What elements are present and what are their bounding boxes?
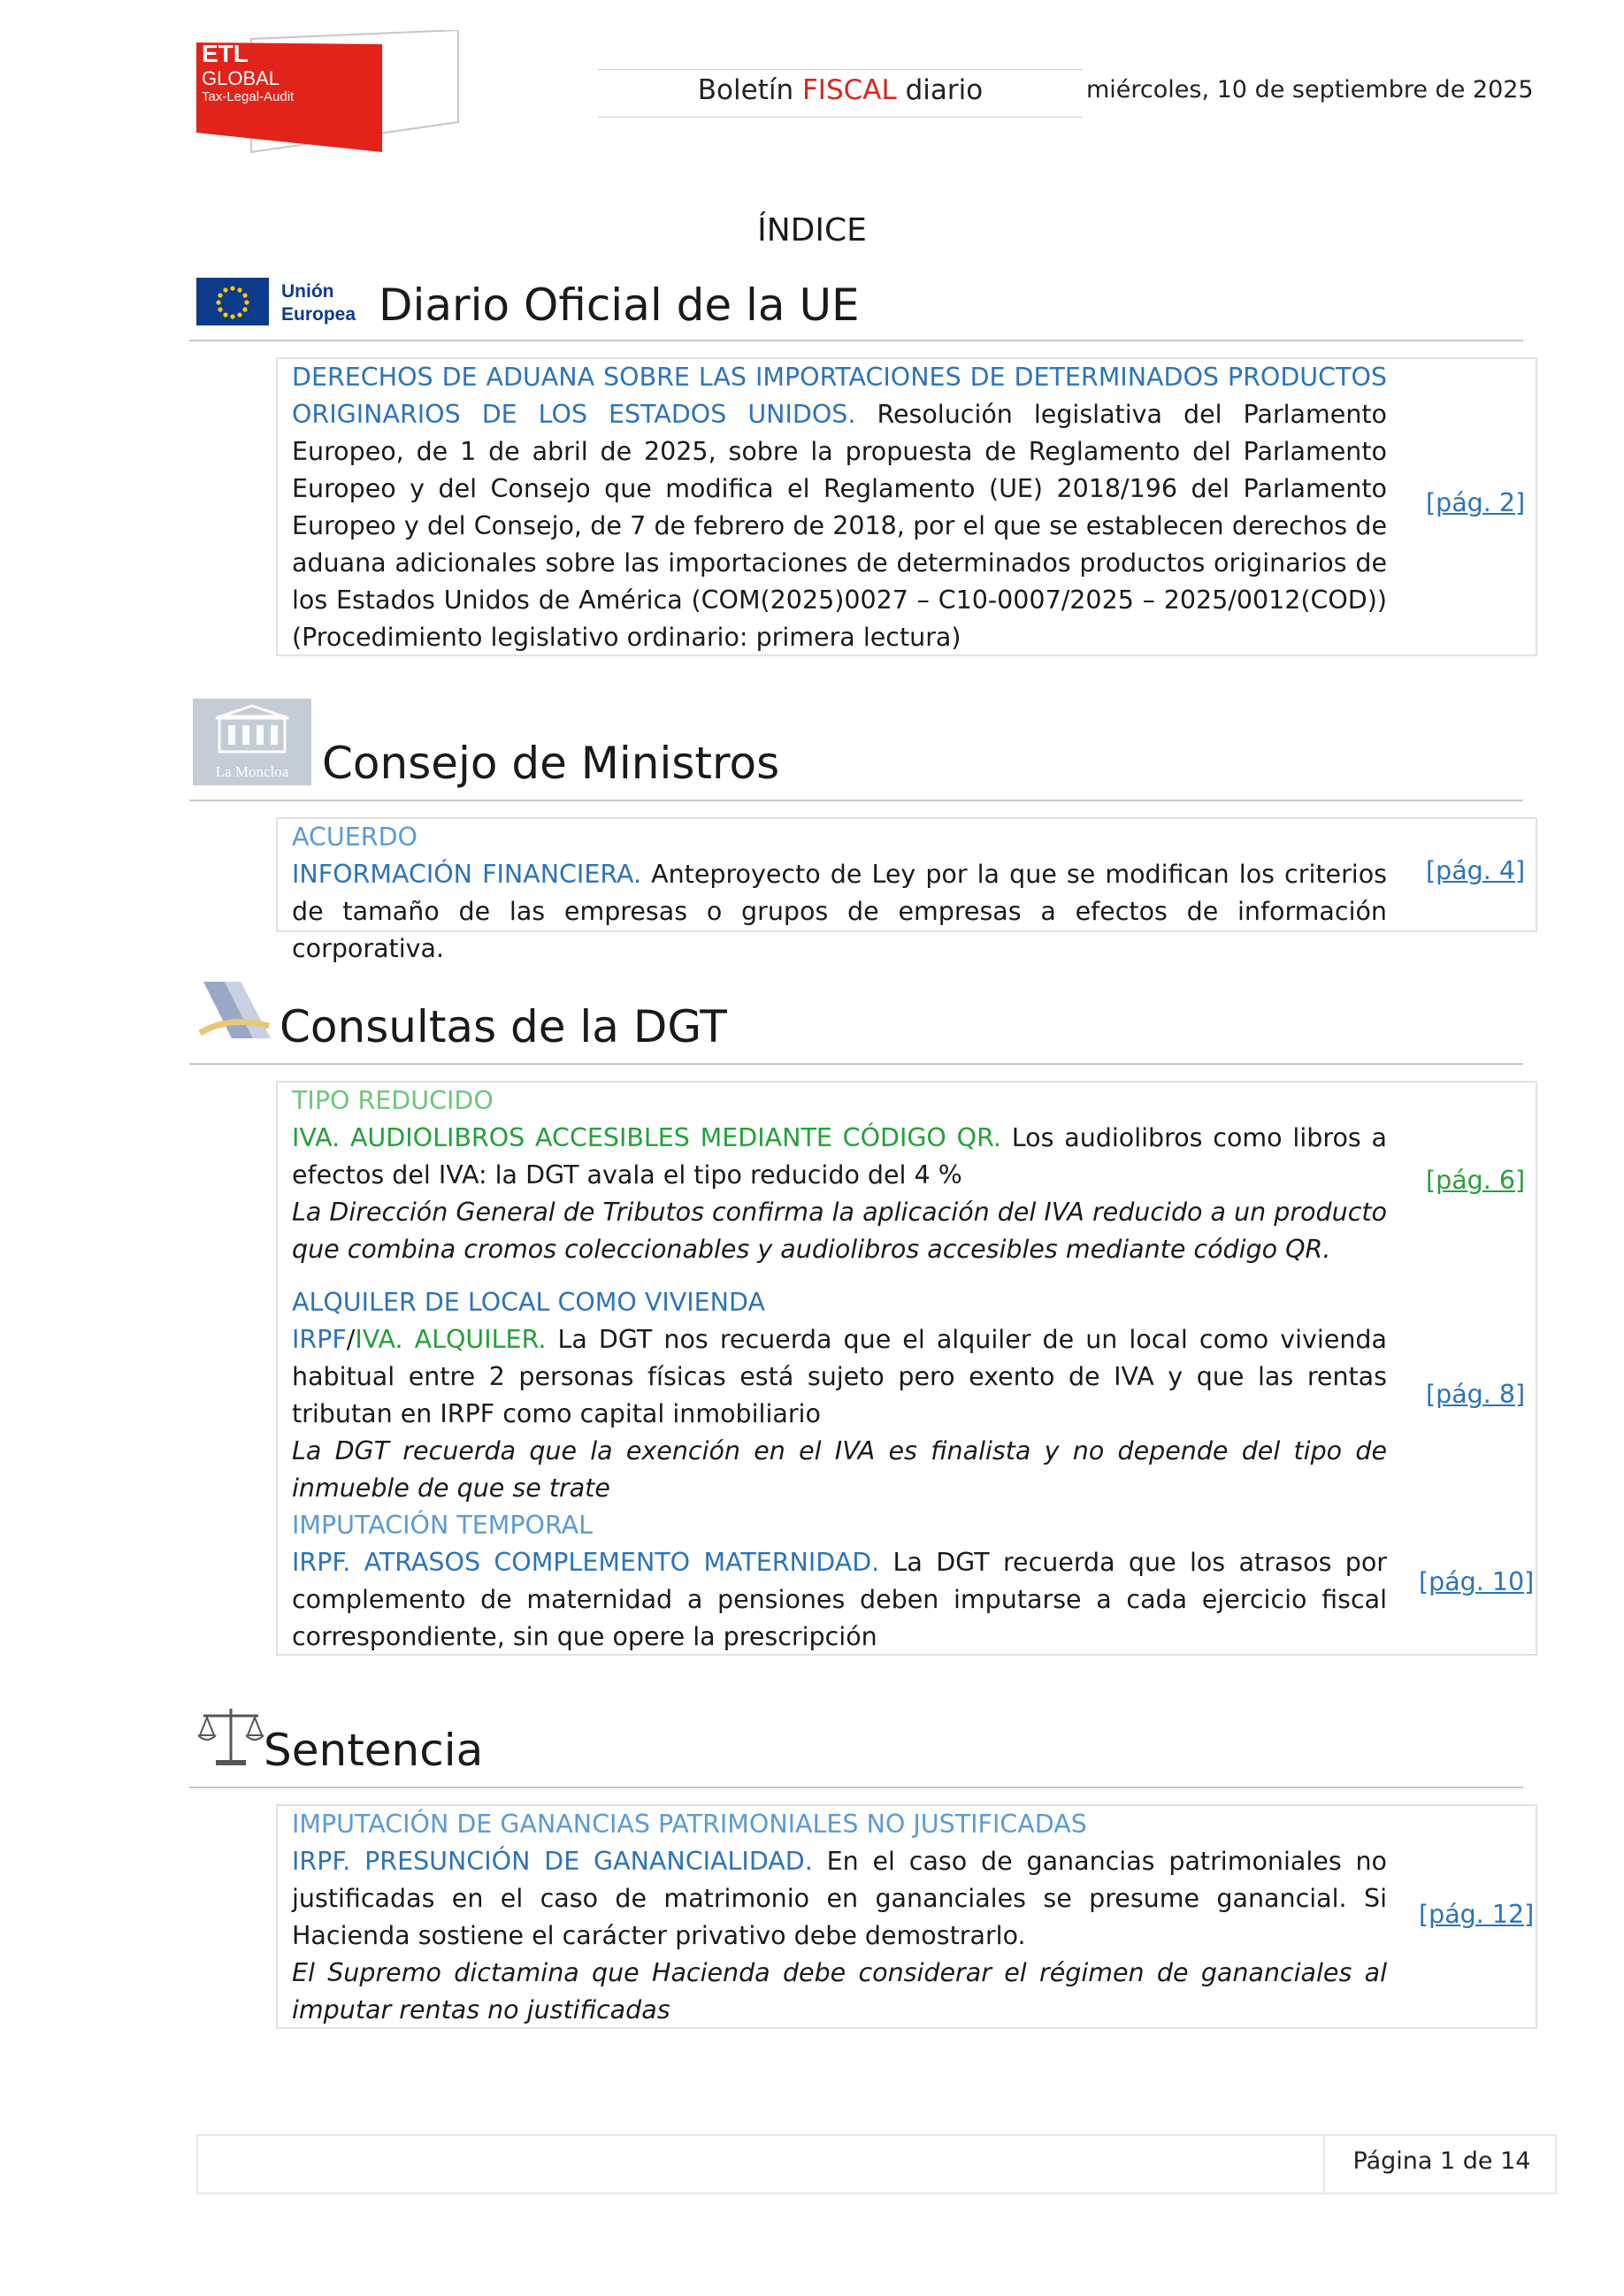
entry-dgt-2-headline-irpf[interactable]: IRPF	[292, 1325, 347, 1354]
section-rule-sentencia	[189, 1787, 1523, 1788]
section-title-ue: Diario Oficial de la UE	[379, 279, 860, 331]
entry-dgt-3-category: IMPUTACIÓN TEMPORAL	[292, 1511, 593, 1540]
entry-sentencia-summary: El Supremo dictamina que Hacienda debe considerar el régimen de gananciales al imputar rentas no justificadas	[292, 1958, 1387, 2024]
entry-ue-body: Resolución legislativa del Parlamento Europeo, de 1 de abril de 2025, sobre la propuesta de Reglamento del Parlamento Europeo y del Consejo que modifica el Reglamento (UE) 2018/196 del Parlamento Europeo y del Consejo, de 7 de febrero de 2018, por el que se establecen derechos de aduana adicionales sobre las importaciones de determinados productos originarios de los Estados Unidos de América (COM(2025)0027 – C10-0007/2025 – 2025/0012(COD)) (Procedimiento legislativo ordinario: primera lectura)	[292, 400, 1387, 652]
entry-sentencia-text	[292, 1806, 1387, 2029]
logo-global-text: GLOBAL	[202, 67, 280, 89]
page-link-8[interactable]: [pág. 8]	[1426, 1380, 1526, 1409]
page-link-2[interactable]: [pág. 2]	[1426, 488, 1526, 517]
entry-dgt-1-summary: La Dirección General de Tributos confirma la aplicación del IVA reducido a un producto que combina cromos coleccionables y audiolibros accesibles mediante código QR.	[292, 1198, 1387, 1264]
entry-ue-text	[292, 359, 1387, 656]
section-rule-dgt	[189, 1063, 1523, 1065]
eu-label-line2: Europea	[281, 304, 356, 325]
entry-dgt-1-body: Los audiolibros como libros a efectos del IVA: la DGT avala el tipo reducido del 4 %	[292, 1123, 1387, 1190]
logo-tagline-text: Tax-Legal-Audit	[202, 89, 295, 104]
page-link-10[interactable]: [pág. 10]	[1419, 1567, 1535, 1596]
eu-flag-icon	[196, 276, 364, 327]
agencia-tributaria-icon	[195, 976, 272, 1052]
bulletin-title-accent: FISCAL	[801, 74, 897, 106]
footer-divider	[1323, 2134, 1325, 2194]
section-title-dgt: Consultas de la DGT	[280, 1001, 727, 1052]
entry-dgt-3-body: La DGT recuerda que los atrasos por complemento de maternidad a pensiones deben imputarse a cada ejercicio fiscal correspondiente, sin que opere la prescripción	[292, 1548, 1387, 1651]
entry-dgt-2-category: ALQUILER DE LOCAL COMO VIVIENDA	[292, 1288, 765, 1317]
index-title: ÍNDICE	[757, 212, 867, 249]
logo-brand-text: ETL	[202, 40, 249, 67]
entry-dgt-3	[292, 1507, 1387, 1656]
section-title-consejo: Consejo de Ministros	[322, 738, 780, 789]
entry-dgt-2: ALQUILER DE LOCAL COMO VIVIENDA IRPF/IVA. ALQUILER. La DGT nos recuerda que el alquiler de un local como vivienda habitual entre 2 personas físicas está sujeto pero exento de IVA y que las rentas tributan en IRPF como capital inmobiliario La DGT recuerda que la exención en el IVA es finalista y no depende del tipo de inmueble de que se trate	[292, 1284, 1387, 1507]
entry-sentencia-headline[interactable]: IRPF. PRESUNCIÓN DE GANANCIALIDAD.	[292, 1847, 813, 1876]
entry-consejo-category: ACUERDO	[292, 823, 417, 852]
header-rule-top	[598, 69, 1083, 70]
entry-dgt-1-category: TIPO REDUCIDO	[292, 1086, 494, 1115]
entry-consejo-body: Anteproyecto de Ley por la que se modifican los criterios de tamaño de las empresas o grupos de empresas a efectos de información corporativa.	[292, 860, 1387, 963]
moncloa-label: La Moncloa	[215, 763, 289, 780]
entry-sentencia-body: En el caso de ganancias patrimoniales no justificadas en el caso de matrimonio en gananciales se presume ganancial. Si Hacienda sostiene el carácter privativo debe demostrarlo.	[292, 1847, 1387, 1950]
header-rule-bottom	[598, 117, 1083, 118]
entry-dgt-1-headline[interactable]: IVA. AUDIOLIBROS ACCESIBLES MEDIANTE CÓDIGO QR.	[292, 1123, 1001, 1152]
moncloa-building-icon	[193, 699, 311, 785]
entry-consejo-headline[interactable]: INFORMACIÓN FINANCIERA.	[292, 860, 642, 889]
section-title-sentencia: Sentencia	[264, 1725, 484, 1776]
page-link-4[interactable]: [pág. 4]	[1426, 856, 1526, 885]
bulletin-date: miércoles, 10 de septiembre de 2025	[1086, 76, 1534, 103]
page-number: Página 1 de 14	[1352, 2147, 1531, 2175]
entry-consejo-text	[292, 819, 1387, 968]
section-rule-ue	[189, 340, 1523, 341]
entry-dgt-2-headline-iva[interactable]: IVA. ALQUILER.	[355, 1325, 547, 1354]
page-link-12[interactable]: [pág. 12]	[1419, 1900, 1535, 1929]
page-link-6[interactable]: [pág. 6]	[1426, 1166, 1526, 1195]
entry-sentencia-category: IMPUTACIÓN DE GANANCIAS PATRIMONIALES NO JUSTIFICADAS	[292, 1810, 1087, 1839]
entry-ue-headline[interactable]: DERECHOS DE ADUANA SOBRE LAS IMPORTACIONES DE DETERMINADOS PRODUCTOS ORIGINARIOS DE LOS ESTADOS UNIDOS.	[292, 363, 1387, 429]
etl-global-logo	[196, 30, 462, 154]
entry-dgt-1	[292, 1083, 1387, 1268]
bulletin-title: Boletín FISCAL diario	[697, 74, 984, 106]
justice-scale-icon	[196, 1705, 265, 1769]
entry-dgt-2-summary: La DGT recuerda que la exención en el IVA es finalista y no depende del tipo de inmueble de que se trate	[292, 1436, 1387, 1503]
eu-label-line1: Unión	[281, 281, 334, 302]
entry-dgt-3-headline[interactable]: IRPF. ATRASOS COMPLEMENTO MATERNIDAD.	[292, 1548, 880, 1577]
section-rule-consejo	[189, 800, 1523, 801]
entry-dgt-2-body: La DGT nos recuerda que el alquiler de un local como vivienda habitual entre 2 personas físicas está sujeto pero exento de IVA y que las rentas tributan en IRPF como capital inmobiliario	[292, 1325, 1387, 1428]
